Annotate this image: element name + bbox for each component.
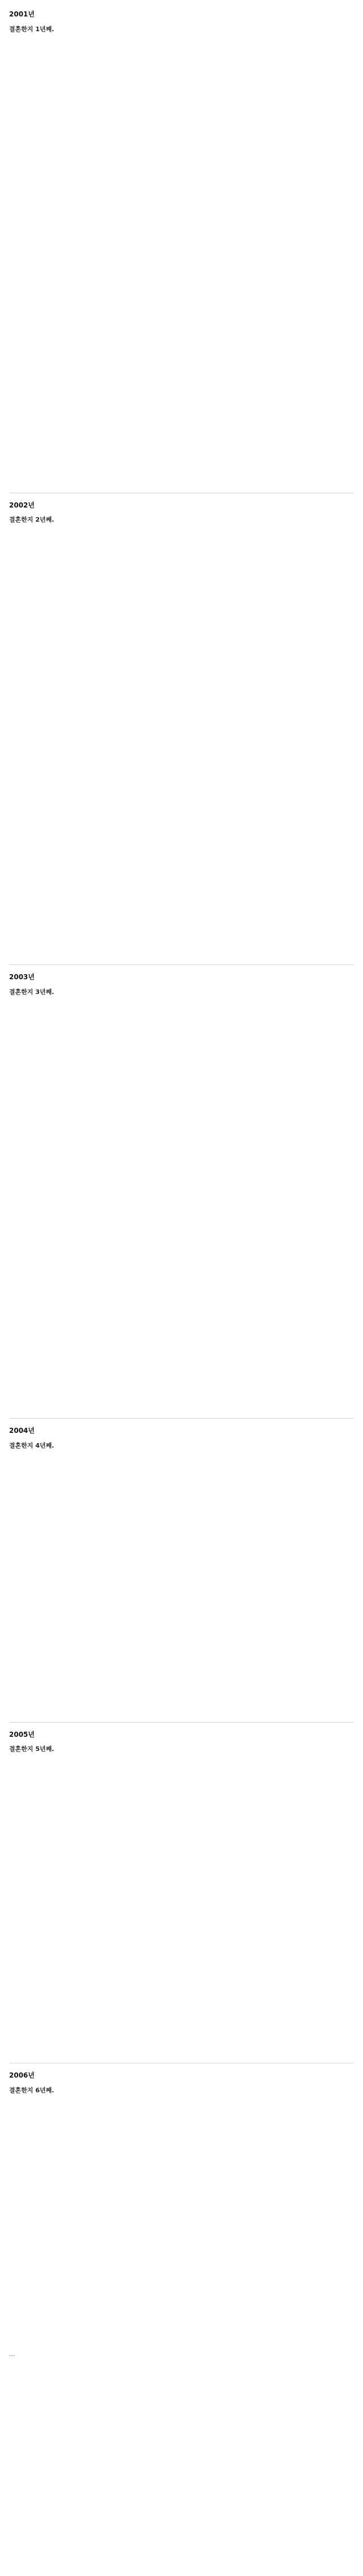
entry-paragraph: [9, 1587, 354, 1601]
entry-paragraph: [9, 1395, 354, 1409]
entry-paragraph: [9, 848, 354, 862]
entry-paragraph: [9, 171, 354, 184]
entry-paragraph: [9, 530, 354, 544]
year-section: [9, 2070, 354, 2339]
entry-paragraph: [9, 1834, 354, 1848]
entry-paragraph: [9, 661, 354, 675]
entry-paragraph: [9, 549, 354, 562]
year-section: [9, 1426, 354, 1713]
entry-paragraph: [9, 1853, 354, 1867]
anniversary-heading: 결혼한지 4년째.: [9, 1441, 54, 1449]
entry-paragraph: [9, 1358, 354, 1372]
entry-paragraph: [9, 1550, 354, 1563]
entry-paragraph: [9, 1115, 354, 1128]
entry-paragraph: [9, 377, 354, 390]
entry-paragraph: [9, 1096, 354, 1110]
entry-paragraph: [9, 1475, 354, 1488]
entry-paragraph: [9, 2176, 354, 2189]
entry-paragraph: [9, 358, 354, 371]
entry-paragraph: [9, 246, 354, 259]
entry-paragraph: [9, 1040, 354, 1054]
entry-paragraph: [9, 1003, 354, 1016]
entry-paragraph: [9, 451, 354, 465]
entry-paragraph: [9, 2138, 354, 2152]
entry-paragraph: [9, 264, 354, 278]
entry-paragraph: [9, 1965, 354, 1979]
entry-paragraph: [9, 680, 354, 693]
entry-paragraph: [9, 1264, 354, 1278]
entry-list: [9, 530, 354, 955]
year-heading: 2006년: [9, 2071, 35, 2080]
entry-list: [9, 1003, 354, 1409]
entry-paragraph: [9, 1531, 354, 1545]
entry-paragraph: [9, 624, 354, 637]
entry-paragraph: [9, 1377, 354, 1390]
year-heading: 2003년: [9, 973, 35, 982]
entry-paragraph: [9, 1643, 354, 1657]
entry-paragraph: [9, 1909, 354, 1923]
entry-paragraph: [9, 1947, 354, 1960]
entry-paragraph: [9, 642, 354, 656]
year-section: [9, 9, 354, 484]
entry-paragraph: [9, 1171, 354, 1185]
entry-paragraph: [9, 115, 354, 128]
entry-paragraph: [9, 2194, 354, 2208]
entry-paragraph: [9, 2232, 354, 2245]
closing-note: …: [9, 2350, 15, 2358]
entry-paragraph: [9, 1928, 354, 1941]
entry-paragraph: [9, 1872, 354, 1885]
entry-paragraph: [9, 1606, 354, 1619]
entry-paragraph: [9, 152, 354, 166]
entry-paragraph: [9, 2021, 354, 2035]
entry-paragraph: [9, 227, 354, 240]
entry-paragraph: [9, 1339, 354, 1353]
entry-paragraph: [9, 433, 354, 446]
entry-paragraph: [9, 586, 354, 600]
year-heading: 2004년: [9, 1426, 35, 1435]
entry-paragraph: [9, 923, 354, 937]
entry-paragraph: [9, 2101, 354, 2114]
entry-paragraph: [9, 208, 354, 222]
entry-paragraph: [9, 755, 354, 768]
entry-paragraph: [9, 1227, 354, 1241]
anniversary-heading: 결혼한지 3년째.: [9, 988, 54, 996]
entry-paragraph: [9, 1778, 354, 1792]
entry-paragraph: [9, 2213, 354, 2227]
entry-paragraph: [9, 1246, 354, 1259]
entry-paragraph: [9, 717, 354, 731]
entry-paragraph: [9, 470, 354, 484]
entry-paragraph: [9, 58, 354, 72]
anniversary-heading: 결혼한지 2년째.: [9, 516, 54, 524]
entry-paragraph: [9, 302, 354, 315]
entry-paragraph: [9, 1302, 354, 1316]
entry-paragraph: [9, 904, 354, 918]
entry-paragraph: [9, 2120, 354, 2133]
entry-list: [9, 1759, 354, 2054]
entry-paragraph: [9, 1797, 354, 1811]
entry-paragraph: [9, 792, 354, 806]
entry-paragraph: [9, 133, 354, 147]
entry-paragraph: [9, 77, 354, 91]
entry-paragraph: [9, 1190, 354, 1203]
entry-paragraph: [9, 320, 354, 334]
entry-paragraph: [9, 1568, 354, 1582]
entry-paragraph: [9, 1208, 354, 1222]
entry-list: [9, 1456, 354, 1713]
entry-paragraph: [9, 283, 354, 297]
entry-paragraph: [9, 40, 354, 53]
entry-paragraph: [9, 942, 354, 955]
entry-paragraph: [9, 886, 354, 899]
entry-paragraph: [9, 1494, 354, 1507]
entry-paragraph: [9, 1133, 354, 1147]
section-divider: [9, 1722, 354, 1723]
section-divider: [9, 1418, 354, 1419]
entry-paragraph: [9, 1321, 354, 1334]
entry-paragraph: [9, 1456, 354, 1470]
entry-paragraph: [9, 1759, 354, 1773]
entry-paragraph: [9, 1890, 354, 1904]
entry-paragraph: [9, 736, 354, 750]
entry-paragraph: [9, 830, 354, 843]
year-section: [9, 1729, 354, 2054]
entry-paragraph: [9, 96, 354, 109]
entry-paragraph: [9, 2251, 354, 2264]
entry-paragraph: [9, 1699, 354, 1713]
year-section: [9, 972, 354, 1409]
entry-paragraph: [9, 811, 354, 824]
entry-paragraph: [9, 395, 354, 409]
entry-list: [9, 2101, 354, 2339]
entry-paragraph: [9, 2157, 354, 2171]
entry-list: [9, 40, 354, 484]
entry-paragraph: [9, 1681, 354, 1694]
year-heading: 2002년: [9, 501, 35, 509]
year-heading: 2001년: [9, 10, 35, 18]
entry-paragraph: [9, 2288, 354, 2302]
entry-paragraph: [9, 1512, 354, 1526]
entry-paragraph: [9, 1021, 354, 1035]
anniversary-heading: 결혼한지 5년째.: [9, 1745, 54, 1753]
entry-paragraph: [9, 2003, 354, 2016]
entry-paragraph: [9, 699, 354, 712]
entry-paragraph: [9, 1662, 354, 1676]
entry-paragraph: [9, 339, 354, 353]
anniversary-heading: 결혼한지 6년째.: [9, 2086, 54, 2094]
entry-paragraph: [9, 2325, 354, 2339]
entry-paragraph: [9, 1059, 354, 1072]
entry-paragraph: [9, 867, 354, 881]
entry-paragraph: [9, 1152, 354, 1166]
entry-paragraph: [9, 1077, 354, 1091]
entry-paragraph: [9, 773, 354, 787]
entry-paragraph: [9, 2307, 354, 2320]
year-section: [9, 500, 354, 956]
year-heading: 2005년: [9, 1730, 35, 1739]
anniversary-heading: 결혼한지 1년째.: [9, 25, 54, 33]
entry-paragraph: [9, 1625, 354, 1638]
entry-paragraph: [9, 1816, 354, 1829]
entry-paragraph: [9, 414, 354, 428]
entry-paragraph: [9, 605, 354, 619]
entry-paragraph: [9, 189, 354, 203]
entry-paragraph: [9, 2040, 354, 2054]
entry-paragraph: [9, 1283, 354, 1297]
entry-paragraph: [9, 568, 354, 581]
entry-paragraph: [9, 1984, 354, 1998]
entry-paragraph: [9, 2269, 354, 2283]
